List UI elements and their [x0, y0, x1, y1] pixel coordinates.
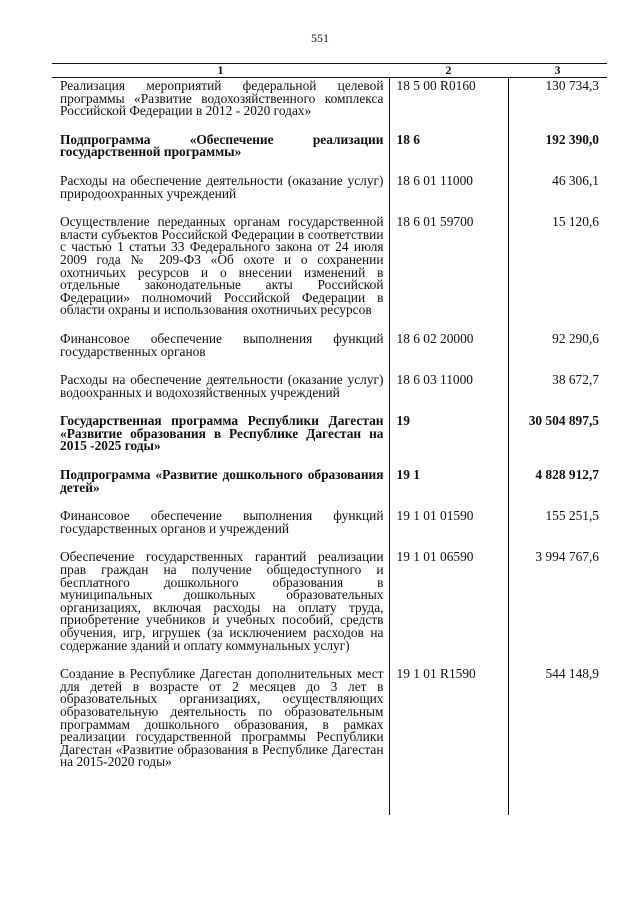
table-row — [52, 549, 607, 666]
row-code: 18 6 03 11000 — [389, 372, 508, 413]
budget-table — [52, 63, 607, 815]
table-row — [52, 508, 607, 549]
row-amount: 544 148,9 — [508, 666, 607, 815]
row-code: 19 1 — [389, 467, 508, 508]
row-amount: 92 290,6 — [508, 331, 607, 372]
row-name: Финансовое обеспечение выполнения функций государственных органов и учреждений — [60, 508, 384, 536]
row-amount: 4 828 912,7 — [508, 467, 607, 508]
row-amount: 15 120,6 — [508, 214, 607, 331]
column-header-2: 2 — [389, 64, 508, 78]
page-number: 551 — [311, 31, 329, 45]
row-code: 18 6 01 11000 — [389, 173, 508, 214]
column-header-1: 1 — [52, 64, 389, 78]
table-row — [52, 78, 607, 132]
row-name: Создание в Республике Дагестан дополнительных мест для детей в возрасте от 2 месяцев до 3 лет в образовательных организациях, осуществляющих образовательную деятельность по образовательным программам дошкольного образования, в рамках реализации государственной программы Республики Дагестан «Развитие образования в Республике Дагестан на 2015-2020 годы» — [60, 666, 384, 770]
table-row — [52, 413, 607, 467]
column-header-3: 3 — [508, 64, 607, 78]
row-amount: 130 734,3 — [508, 78, 607, 132]
header-row — [52, 64, 607, 78]
row-amount: 30 504 897,5 — [508, 413, 607, 467]
row-name: Подпрограмма «Обеспечение реализации государственной программы» — [60, 131, 384, 160]
row-name: Расходы на обеспечение деятельности (оказание услуг) водоохранных и водохозяйственных учреждений — [60, 372, 384, 400]
row-amount: 3 994 767,6 — [508, 549, 607, 666]
table-header — [52, 64, 607, 78]
table-row — [52, 214, 607, 331]
row-code: 18 6 — [389, 132, 508, 173]
row-code: 19 — [389, 413, 508, 467]
row-name: Государственная программа Республики Дагестан «Развитие образования в Республике Дагестан на 2015 -2025 годы» — [60, 413, 384, 454]
row-name: Реализация мероприятий федеральной целевой программы «Развитие водохозяйственного комплекса Российской Федерации в 2012 - 2020 годах» — [60, 78, 384, 119]
row-code: 18 5 00 R0160 — [389, 78, 508, 132]
row-code: 19 1 01 01590 — [389, 508, 508, 549]
row-name: Расходы на обеспечение деятельности (оказание услуг) природоохранных учреждений — [60, 172, 384, 201]
row-amount: 38 672,7 — [508, 372, 607, 413]
table-row — [52, 467, 607, 508]
row-code: 19 1 01 06590 — [389, 549, 508, 666]
row-name: Подпрограмма «Развитие дошкольного образования детей» — [60, 467, 384, 495]
table-row — [52, 173, 607, 214]
row-name: Осуществление переданных органам государственной власти субъектов Российской Федерации в соответствии с частью 1 статьи 33 Федерального закона от 24 июля 2009 года № 209-ФЗ «Об охоте и о сохранении охотничьих ресурсов и о внесении изменений в отдельные законодательные акты Российской Федерации» полномочий Российской Федерации в области охраны и использования охотничьих ресурсов — [60, 214, 384, 318]
row-code: 18 6 02 20000 — [389, 331, 508, 372]
row-code: 19 1 01 R1590 — [389, 666, 508, 815]
row-amount: 155 251,5 — [508, 508, 607, 549]
row-amount: 46 306,1 — [508, 173, 607, 214]
table-row — [52, 372, 607, 413]
row-name: Финансовое обеспечение выполнения функций государственных органов — [60, 330, 384, 359]
table-row — [52, 331, 607, 372]
row-code: 18 6 01 59700 — [389, 214, 508, 331]
table-row — [52, 132, 607, 173]
table-row — [52, 666, 607, 815]
row-amount: 192 390,0 — [508, 132, 607, 173]
table-body — [52, 78, 607, 815]
row-name: Обеспечение государственных гарантий реализации прав граждан на получение общедоступного и бесплатного дошкольного образования в муниципальных дошкольных образовательных организациях, включая расходы на оплату труда, приобретение учебников и учебных пособий, средств обучения, игр, игрушек (за исключением расходов на содержание зданий и оплату коммунальных услуг) — [60, 549, 384, 653]
